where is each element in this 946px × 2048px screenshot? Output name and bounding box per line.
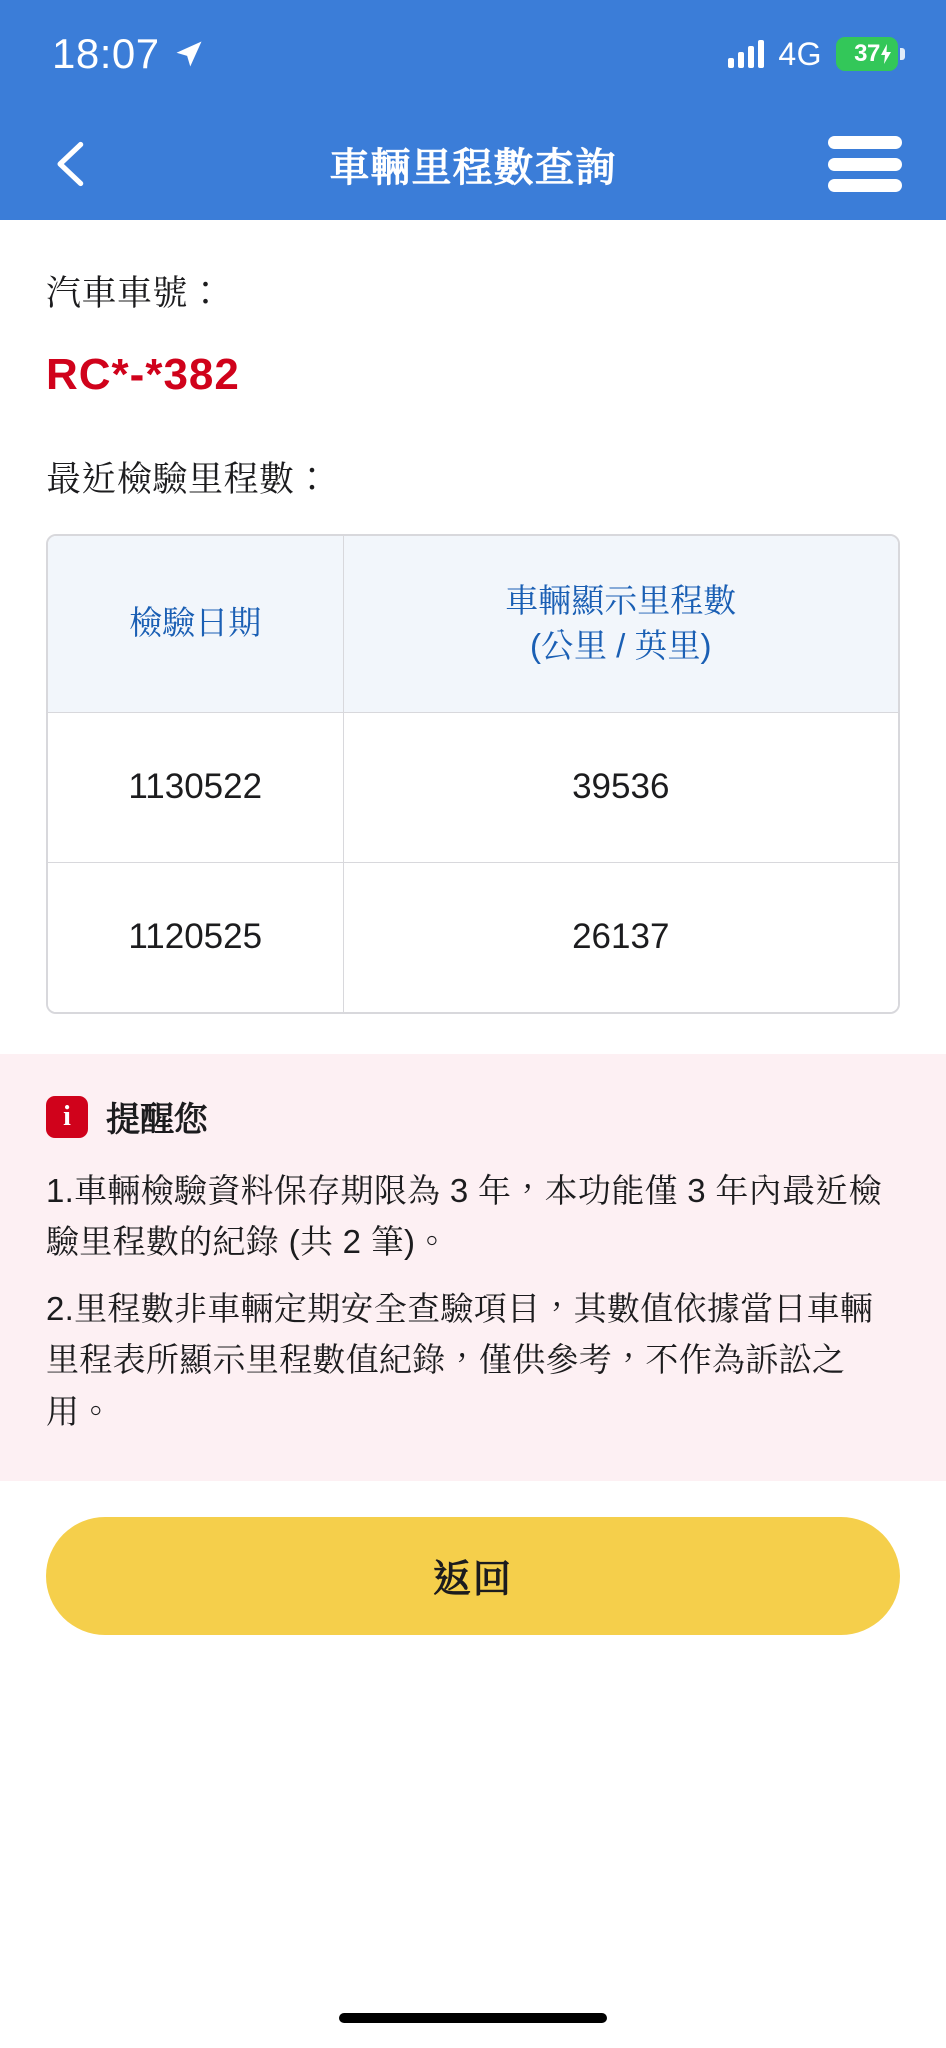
notice-header	[46, 1092, 900, 1141]
status-bar	[0, 0, 946, 108]
column-header-mileage-line2: (公里 / 英里)	[530, 626, 712, 664]
navigation-bar	[0, 108, 946, 220]
info-icon: i	[46, 1096, 88, 1138]
notice-item: 2.里程數非車輛定期安全查驗項目，其數值依據當日車輛里程表所顯示里程數值紀錄，僅供參考，不作為訴訟之用。	[46, 1290, 874, 1430]
table-body	[48, 712, 898, 1012]
cell-inspection-date: 1120525	[48, 862, 343, 1012]
status-time: 18:07	[52, 30, 160, 77]
hamburger-menu-icon[interactable]	[828, 136, 902, 192]
plate-label: 汽車車號：	[46, 274, 224, 313]
battery-indicator	[836, 37, 898, 71]
home-indicator-area	[0, 1988, 946, 2048]
notice-title: 提醒您	[106, 1101, 208, 1139]
column-header-date: 檢驗日期	[48, 536, 343, 712]
mileage-section-label: 最近檢驗里程數：	[46, 460, 331, 499]
mileage-table-wrapper	[46, 534, 900, 1014]
home-indicator[interactable]	[339, 2013, 607, 2023]
content-spacer	[0, 1635, 946, 1988]
cellular-signal-icon	[728, 40, 764, 68]
battery-level-label: 37	[854, 40, 880, 67]
plate-section	[0, 220, 946, 502]
table-head	[48, 536, 898, 712]
table-row	[48, 862, 898, 1012]
back-button[interactable]	[46, 132, 102, 196]
network-type-label: 4G	[778, 35, 822, 72]
column-header-mileage	[343, 536, 898, 712]
column-header-mileage-line1: 車輛顯示里程數	[505, 582, 737, 620]
footer-actions	[0, 1481, 946, 1635]
chevron-left-icon	[46, 134, 98, 194]
notice-panel	[0, 1054, 946, 1481]
cell-mileage-value: 26137	[343, 862, 898, 1012]
return-button[interactable]: 返回	[46, 1517, 900, 1635]
table-row	[48, 712, 898, 862]
status-left-group	[52, 30, 204, 78]
plate-number-value: RC*-*382	[46, 350, 240, 399]
table-header-row	[48, 536, 898, 712]
cell-inspection-date: 1130522	[48, 712, 343, 862]
notice-item: 1.車輛檢驗資料保存期限為 3 年，本功能僅 3 年內最近檢驗里程數的紀錄 (共 2 筆)。	[46, 1172, 882, 1261]
main-content	[0, 220, 946, 2048]
mileage-table	[48, 536, 898, 1012]
status-right-group	[728, 36, 898, 73]
page-title: 車輛里程數查詢	[329, 145, 617, 190]
cell-mileage-value: 39536	[343, 712, 898, 862]
lightning-bolt-icon	[880, 44, 892, 64]
location-arrow-icon	[174, 39, 204, 69]
